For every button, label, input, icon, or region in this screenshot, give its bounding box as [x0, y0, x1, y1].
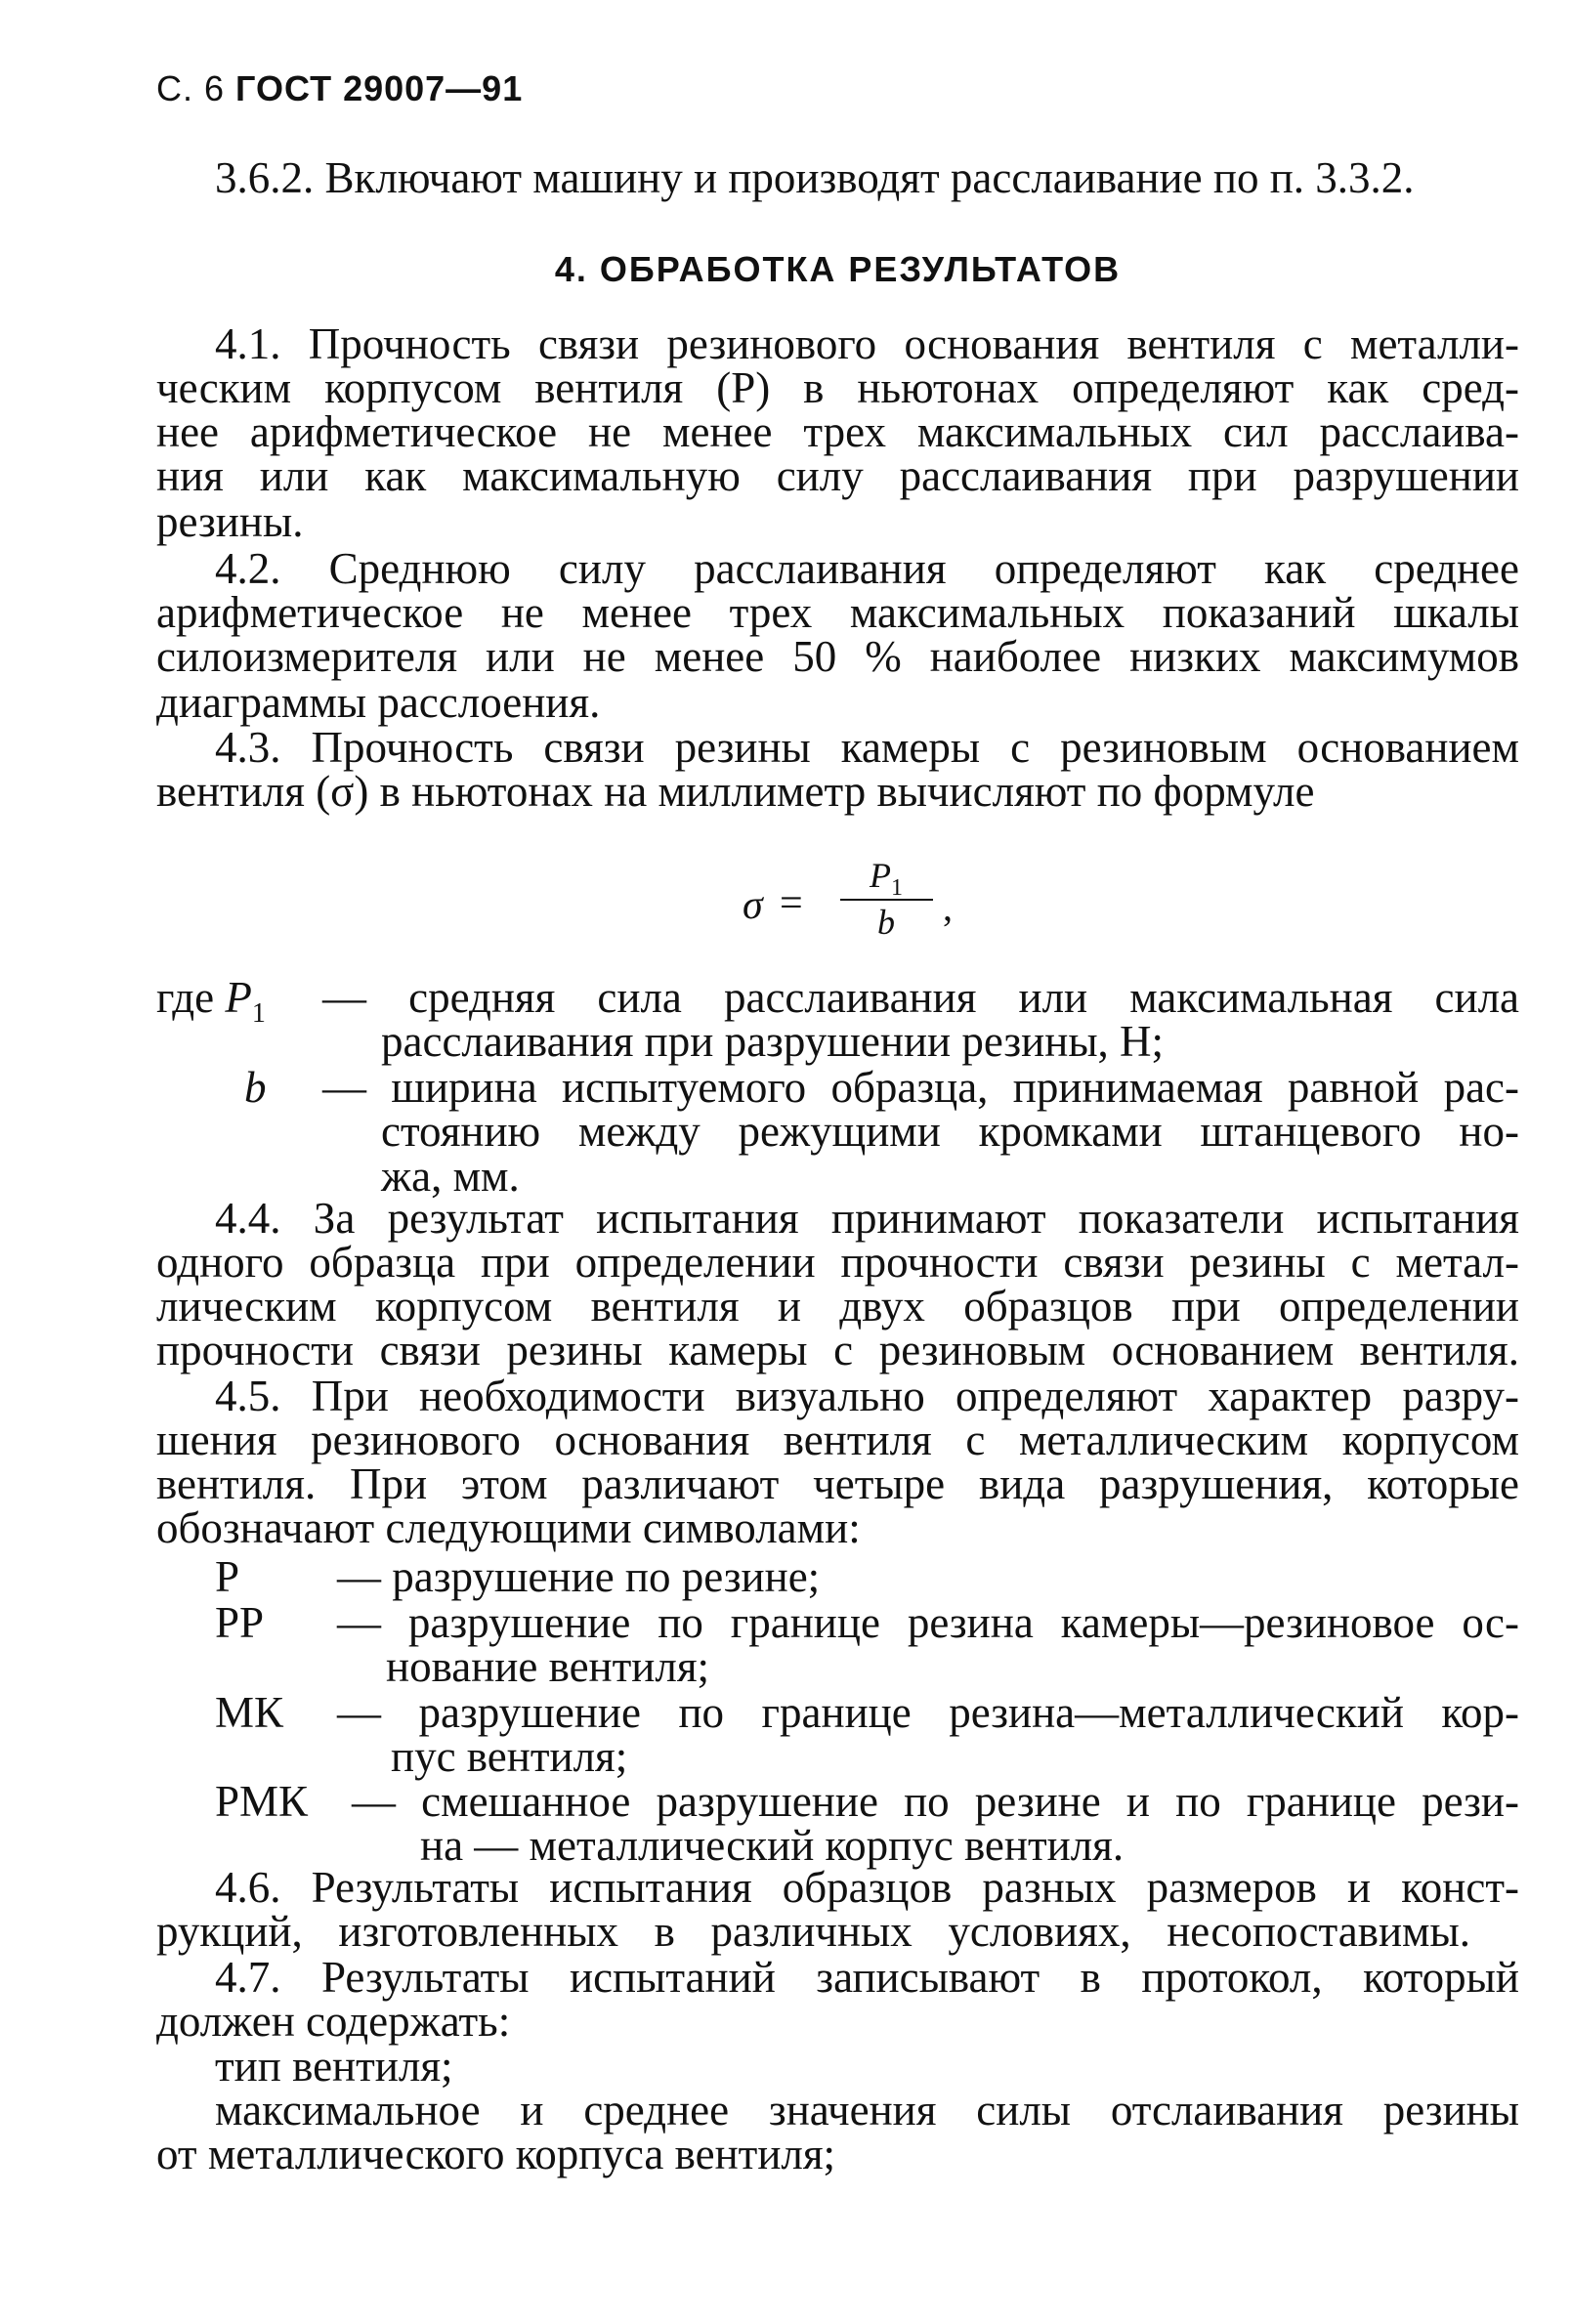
page-number: С. 6: [156, 68, 226, 108]
p4-1-line: 4.1. Прочность связи резинового основания вентиля с металли-: [215, 319, 1519, 368]
p4-2-line: силоизмерителя или не менее 50 % наиболее низких максимумов: [156, 632, 1519, 681]
p4-4-line: одного образца при определении прочности связи резины с метал-: [156, 1238, 1519, 1287]
p4-6-line: рукций, изготовленных в различных условиях, несопоставимы.: [156, 1907, 1470, 1956]
where-b-label: b: [244, 1063, 267, 1112]
formula-denominator: b: [877, 903, 895, 942]
where-p1-def: расслаивания при разрушении резины, Н;: [381, 1017, 1165, 1066]
p4-2-line: арифметическое не менее трех максимальных показаний шкалы: [156, 588, 1519, 637]
p4-1-line: ческим корпусом вентиля (Р) в ньютонах определяют как сред-: [156, 363, 1519, 412]
symbol-code: РР: [215, 1598, 265, 1647]
symbol-def: пус вентиля;: [391, 1732, 628, 1781]
formula-equals: =: [780, 881, 803, 926]
protocol-list-item: максимальное и среднее значения силы отслаивания резины: [215, 2086, 1519, 2134]
p4-5-line: шения резинового основания вентиля с металлическим корпусом: [156, 1416, 1519, 1464]
p4-7-line: должен содержать:: [156, 1997, 511, 2046]
symbol-code: Р: [215, 1552, 240, 1601]
p4-2-line: диаграммы расслоения.: [156, 678, 601, 727]
p4-6-line: 4.6. Результаты испытания образцов разных размеров и конст-: [215, 1863, 1519, 1912]
symbol-def: — разрушение по границе резина—металлический кор-: [337, 1688, 1519, 1737]
protocol-list-item: от металлического корпуса вентиля;: [156, 2130, 836, 2178]
fraction-bar: [840, 899, 933, 901]
symbol-def: нование вентиля;: [386, 1642, 710, 1691]
symbol-def: — смешанное разрушение по резине и по границе рези-: [352, 1777, 1519, 1826]
formula-sigma: [743, 855, 997, 943]
protocol-list-item: тип вентиля;: [215, 2042, 453, 2091]
where-b-def: стоянию между режущими кромками штанцевого но-: [381, 1107, 1519, 1156]
p4-4-line: прочности связи резины камеры с резиновым основанием вентиля.: [156, 1326, 1519, 1374]
p4-3-line: вентиля (σ) в ньютонах на миллиметр вычисляют по формуле: [156, 767, 1315, 816]
symbol-code: МК: [215, 1688, 284, 1737]
p4-4-line: лическим корпусом вентиля и двух образцов при определении: [156, 1282, 1519, 1331]
p4-5-line: вентиля. При этом различают четыре вида разрушения, которые: [156, 1459, 1519, 1508]
p4-1-line: резины.: [156, 497, 304, 546]
standard-id: ГОСТ 29007—91: [235, 68, 524, 108]
p4-5-line: 4.5. При необходимости визуально определяют характер разру-: [215, 1372, 1519, 1420]
p4-1-line: нее арифметическое не менее трех максимальных сил расслаива-: [156, 407, 1519, 456]
where-p1-label: где $P_1$: [156, 973, 266, 1029]
page-header: [156, 68, 523, 109]
where-p1-def: — средняя сила расслаивания или максимальная сила: [322, 973, 1519, 1022]
p4-4-line: 4.4. За результат испытания принимают показатели испытания: [215, 1194, 1519, 1243]
section-title: 4. ОБРАБОТКА РЕЗУЛЬТАТОВ: [554, 249, 1122, 289]
p4-3-line: 4.3. Прочность связи резины камеры с резиновым основанием: [215, 723, 1519, 772]
symbol-def: — разрушение по резине;: [337, 1552, 821, 1601]
p4-5-line: обозначают следующими символами:: [156, 1503, 861, 1552]
symbol-code: РМК: [215, 1777, 309, 1826]
where-b-def: — ширина испытуемого образца, принимаемая равной рас-: [322, 1063, 1519, 1112]
p4-7-line: 4.7. Результаты испытаний записывают в протокол, который: [215, 1953, 1519, 2002]
where-b-def: жа, мм.: [381, 1152, 520, 1201]
p4-1-line: ния или как максимальную силу расслаивания при разрушении: [156, 451, 1519, 500]
clause-3-6-2: 3.6.2. Включают машину и производят расслаивание по п. 3.3.2.: [215, 153, 1415, 202]
symbol-def: на — металлический корпус вентиля.: [420, 1821, 1125, 1870]
formula-comma: ,: [943, 885, 953, 929]
symbol-def: — разрушение по границе резина камеры—резиновое ос-: [337, 1598, 1519, 1647]
p4-2-line: 4.2. Среднюю силу расслаивания определяют как среднее: [215, 544, 1519, 593]
formula-numerator: $P_1$: [870, 856, 903, 902]
formula-lhs: σ: [743, 883, 763, 928]
